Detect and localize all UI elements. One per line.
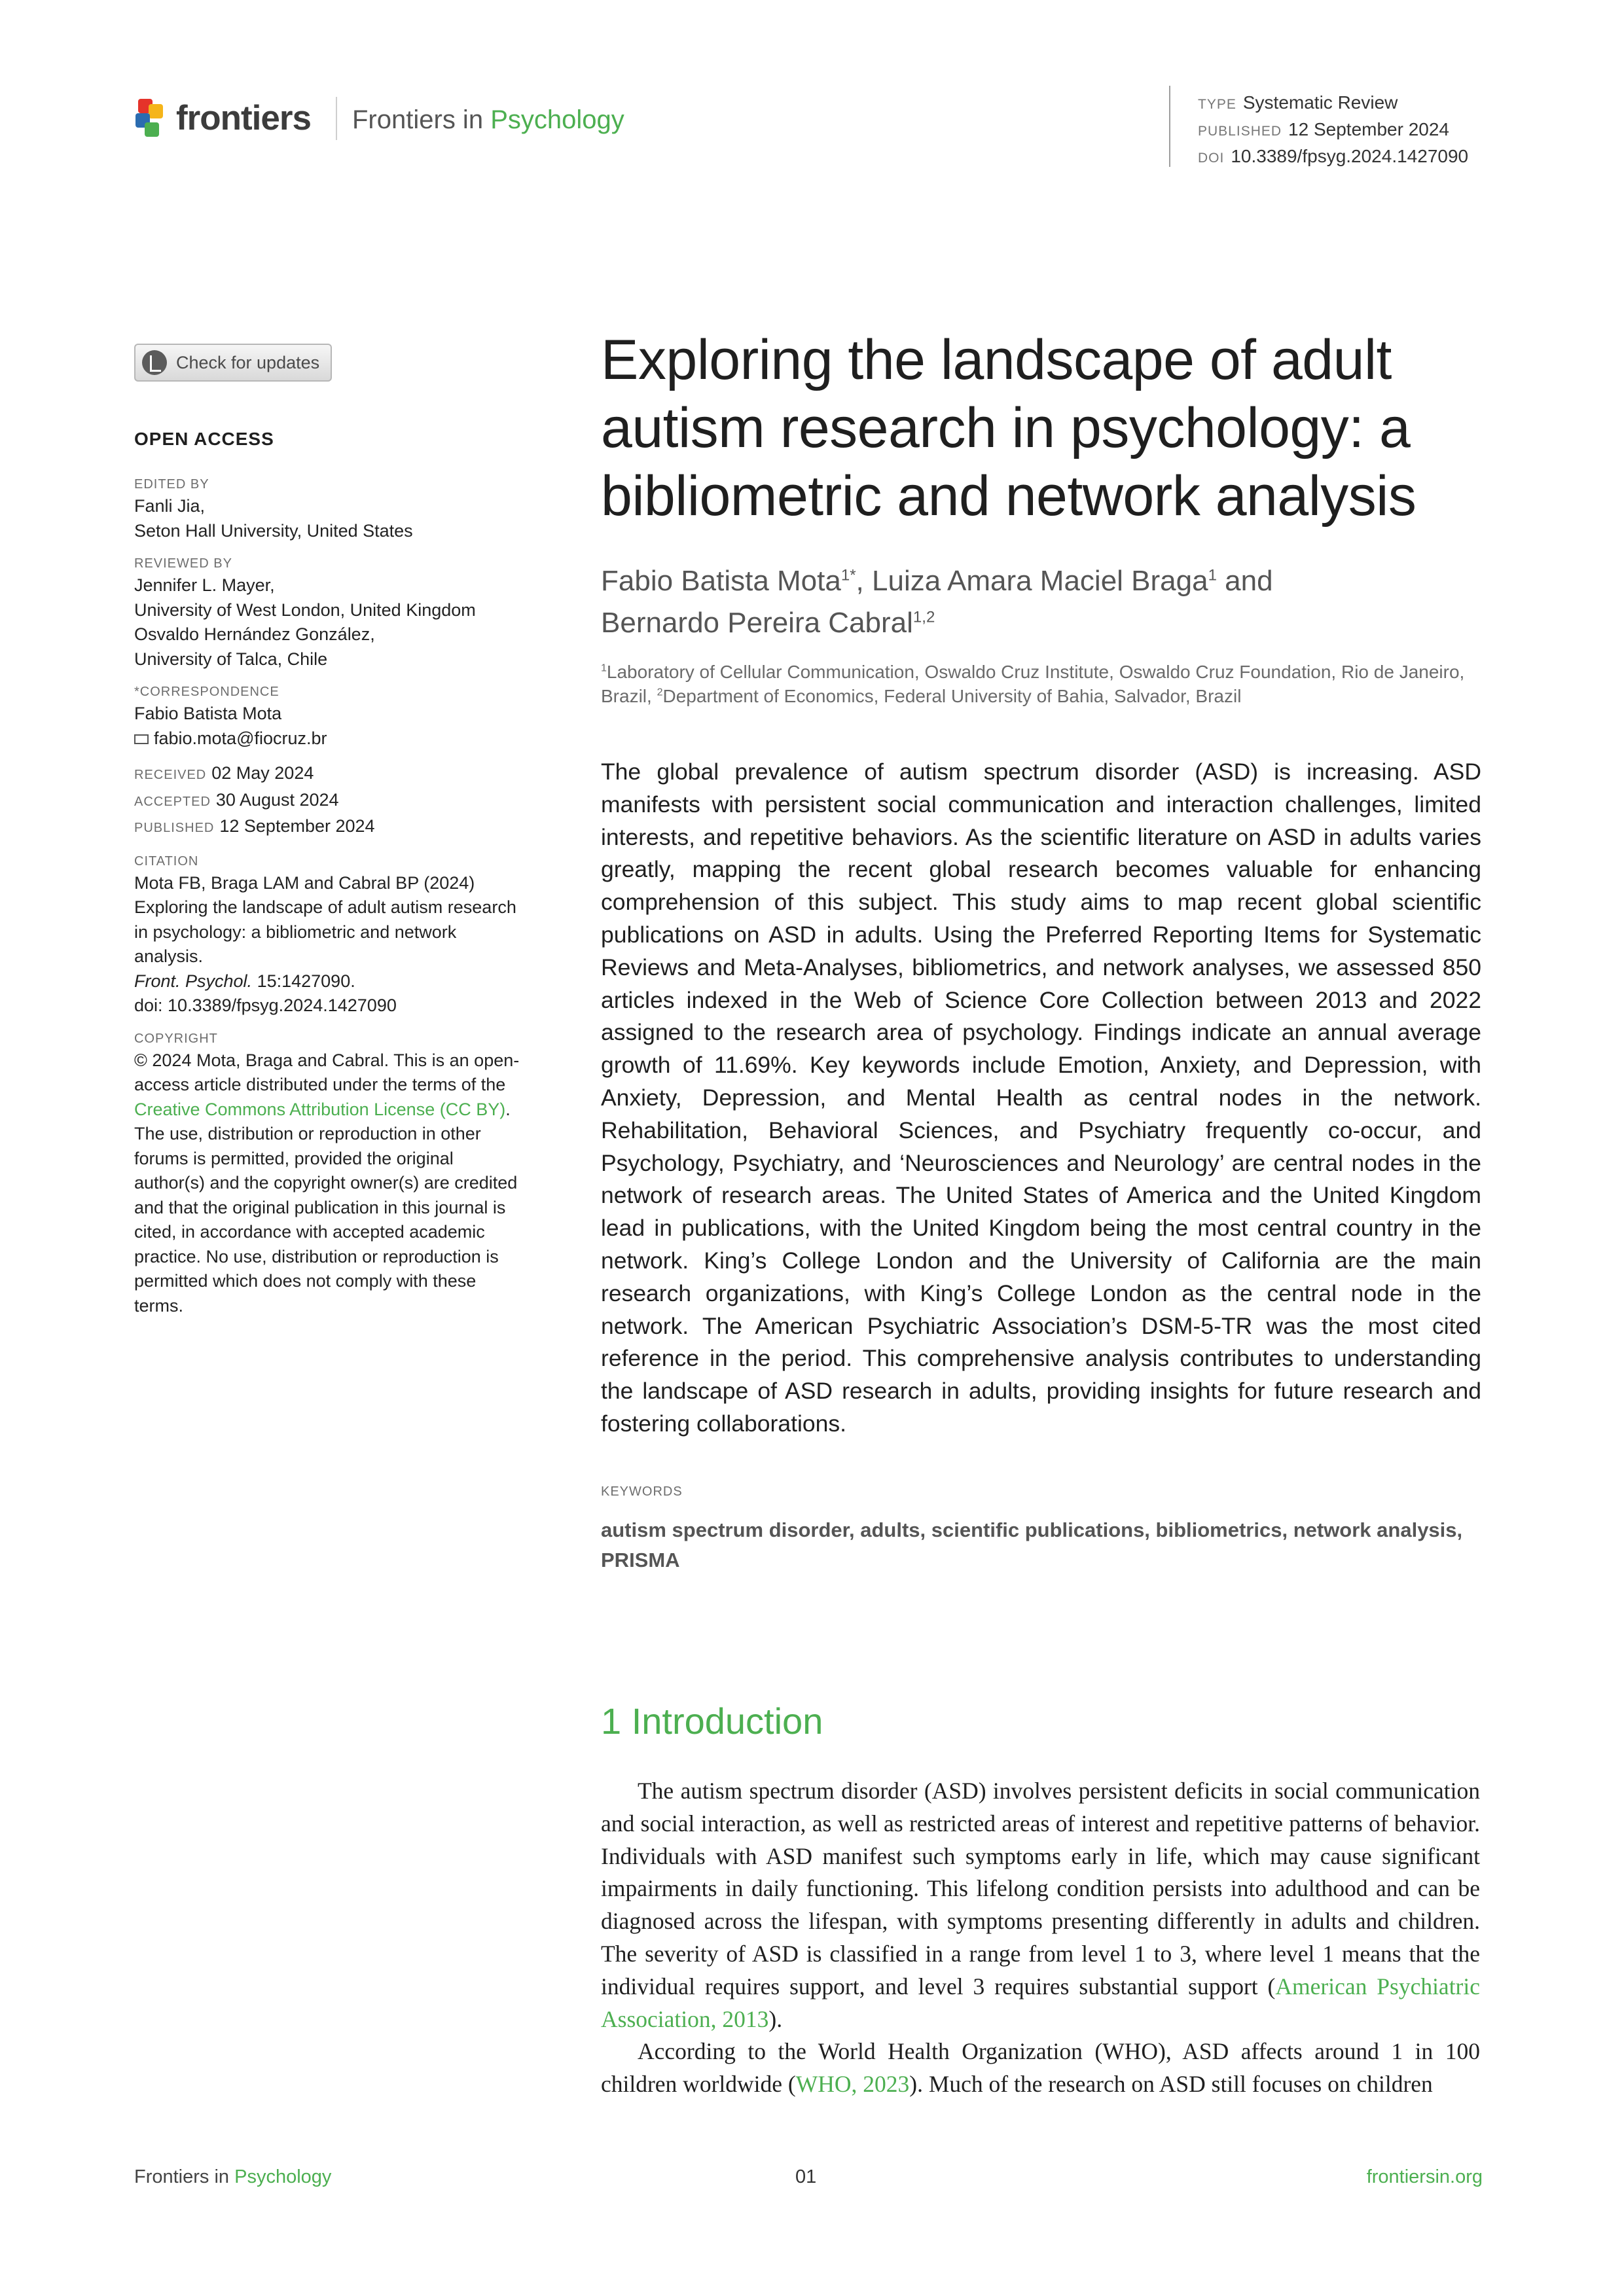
keywords-label: KEYWORDS [601,1484,683,1499]
paragraph [601,1775,1480,2036]
citation-text: Mota FB, Braga LAM and Cabral BP (2024) Exploring the landscape of adult autism research in psychology: a bibliometric and network analysis. [134,872,516,966]
citation-journal: Front. Psychol. [134,971,253,991]
frontiers-logo-icon [134,98,171,139]
check-updates-icon [142,350,167,375]
reference-link[interactable]: WHO, 2023 [795,2071,910,2098]
mail-icon [134,734,149,744]
article-title: Exploring the landscape of adult autism research in psychology: a bibliometric and network analysis [601,329,1416,528]
received-date: 02 May 2024 [211,763,314,783]
footer-journal[interactable] [134,2164,331,2190]
published-value: 12 September 2024 [1288,119,1450,139]
author-superscript: 1 [1208,566,1217,584]
copyright-text: © 2024 Mota, Braga and Cabral. This is an open-access article distributed under the terms of the [134,1050,520,1094]
reviewer-1-name: Jennifer L. Mayer, [134,575,275,595]
correspondence-name: Fabio Batista Mota [134,704,282,723]
affiliation-2: Department of Economics, Federal University of Bahia, Salvador, Brazil [662,686,1242,706]
author-name[interactable]: Bernardo Pereira Cabral [601,607,913,639]
keywords: autism spectrum disorder, adults, scientific publications, bibliometrics, network analysis, PRISMA [601,1518,1463,1571]
journal-prefix: Frontiers in [352,105,484,134]
sidebar-published-date: 12 September 2024 [219,816,375,836]
author-superscript: 1* [840,566,856,584]
paragraph-text: The autism spectrum disorder (ASD) involves persistent deficits in social communication and social interaction, as well as restricted areas of interest and repetitive patterns of behavior. Individuals with ASD manifest such symptoms early in life, which may cause significant impairments in daily functioning. This lifelong condition persists into adulthood and can be diagnosed across the lifespan, with symptoms presenting differently in adults and children. The severity of ASD is classified in a range from level 1 to 3, where level 1 means that the individual requires support, and level 3 requires substantial support ( [601,1778,1480,2000]
frontiers-logo[interactable] [134,95,324,142]
author-superscript: 1,2 [912,608,935,626]
reviewer-2-affiliation: University of Talca, Chile [134,649,328,669]
introduction-body [601,1775,1480,2101]
reviewer-2-name: Osvaldo Hernández González, [134,624,375,644]
reviewer-1-affiliation: University of West London, United Kingdom [134,600,476,620]
affiliations [601,660,1501,708]
article-meta [1198,90,1468,171]
open-access-label: OPEN ACCESS [134,429,274,449]
type-label: TYPE [1198,97,1236,112]
author-list [601,560,1504,644]
paragraph-text: According to the World Health Organization (WHO), ASD affects around 1 in 100 children worldwide ( [601,2038,1480,2098]
edited-by-label: EDITED BY [134,477,209,492]
reference-link[interactable]: American Psychiatric Association, 2013 [601,1973,1480,2032]
dates-block [134,761,527,841]
header-divider [336,97,337,140]
check-updates-label: Check for updates [176,352,320,372]
copyright-text-end: . The use, distribution or reproduction in other forums is permitted, provided the original author(s) and the copyright owner(s) are credited and that the original publication in this journal is cited, in accordance with accepted academic practice. No use, distribution or reproduction is permitted which does not comply with these terms. [134,1099,518,1316]
author-name[interactable]: Luiza Amara Maciel Braga [872,565,1208,597]
editor-name: Fanli Jia, [134,496,206,516]
page-number: 01 [795,2166,817,2187]
reviewed-by-block [134,554,527,672]
journal-name[interactable] [352,101,624,138]
correspondence-block [134,682,527,751]
check-updates-button[interactable] [134,344,332,382]
accepted-date: 30 August 2024 [215,789,339,810]
paragraph-text: ). [768,2005,783,2032]
citation-block [134,852,527,1018]
citation-volume: 15:1427090. [252,971,355,991]
brand-name: frontiers [176,99,311,137]
footer-journal-prefix: Frontiers in [134,2166,230,2187]
paragraph-text: ). Much of the research on ASD still focuses on children [909,2071,1433,2098]
correspondence-label: *CORRESPONDENCE [134,685,280,699]
type-value: Systematic Review [1242,92,1398,113]
affiliation-superscript: 1 [601,662,607,674]
affiliation-superscript: 2 [657,687,663,698]
correspondence-email[interactable]: fabio.mota@fiocruz.br [154,728,327,748]
published-label: PUBLISHED [1198,124,1282,139]
doi-value[interactable]: 10.3389/fpsyg.2024.1427090 [1231,146,1469,166]
journal-field: Psychology [490,105,624,134]
sidebar-published-label: PUBLISHED [134,821,215,835]
abstract: The global prevalence of autism spectrum disorder (ASD) is increasing. ASD manifests with persistent social communication and interaction challenges, limited interests, and repetitive behaviors. As the scientific literature on ASD in adults varies greatly, mapping the recent global research becomes valuable for enhancing comprehension of this subject. This study aims to map recent global scientific publications on ASD in adults. Using the Preferred Reporting Items for Systematic Reviews and Meta-Analyses, bibliometrics, and network analyses, we assessed 850 articles indexed in the Web of Science Core Collection between 2013 and 2022 assigned to the research area of psychology. Findings indicate an annual average growth of 11.69%. Key keywords include Emotion, Anxiety, and Depression, with Anxiety, Depression, and Mental Health as central nodes in the network. Rehabilitation, Behavioral Sciences, and Psychiatry frequently co-occur, and Psychology, Psychiatry, and ‘Neurosciences and Neurology’ are central nodes in the network of research areas. The United States of America and the United Kingdom lead in publications, with the United Kingdom being the most central country in the network. King’s College London and the University of California are the main research organizations, with King’s College London as the central node in the network. The American Psychiatric Association’s DSM-5-TR was the most cited reference in the period. This comprehensive analysis contributes to understanding the landscape of ASD research in adults, providing insights for future research and fostering collaborations. [601,759,1481,1437]
introduction-heading: 1 Introduction [601,1700,823,1742]
article-sidebar [134,429,527,1329]
reviewed-by-label: REVIEWED BY [134,556,232,571]
edited-by-block [134,475,527,543]
author-separator: , [856,565,872,597]
citation-doi[interactable]: doi: 10.3389/fpsyg.2024.1427090 [134,996,397,1015]
author-separator: and [1216,565,1273,597]
paragraph [601,2036,1480,2101]
citation-label: CITATION [134,853,199,869]
footer-journal-field: Psychology [234,2166,332,2187]
received-label: RECEIVED [134,768,207,782]
meta-divider [1169,86,1170,167]
affiliation-1: Laboratory of Cellular Communication, Oswaldo Cruz Institute, Oswaldo Cruz Foundation, Rio de Janeiro, Brazil, [601,662,1465,706]
footer-site-link[interactable]: frontiersin.org [1366,2166,1483,2187]
copyright-block [134,1029,527,1319]
copyright-label: COPYRIGHT [134,1031,218,1046]
doi-label: DOI [1198,151,1225,166]
accepted-label: ACCEPTED [134,794,211,809]
license-link[interactable]: Creative Commons Attribution License (CC BY) [134,1099,506,1119]
author-name[interactable]: Fabio Batista Mota [601,565,841,597]
editor-affiliation: Seton Hall University, United States [134,520,413,541]
